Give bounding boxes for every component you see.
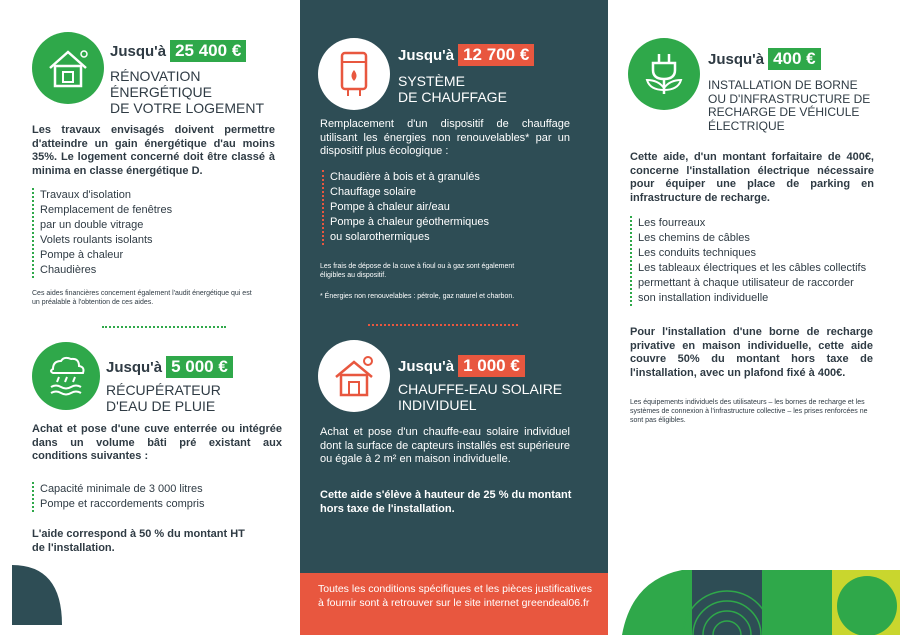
- left-panel: [0, 0, 300, 635]
- list-item: ou solarothermiques: [330, 231, 430, 243]
- solar-intro: Achat et pose d'un chauffe-eau solaire individuel dont la surface de capteurs installés est supérieure ou égale à 2 m² en maison individuelle.: [320, 426, 570, 465]
- renovation-intro: Les travaux envisagés doivent permettre d'atteindre un gain énergétique d'au moins 35%. Le logement concerné doit être classé à minima en classe énergétique D.: [32, 124, 275, 177]
- charging-private-para: Pour l'installation d'une borne de recharge privative en maison individuelle, cette aide couvre 50% du montant hors taxe de l'installation, avec un plafond fixé à 400€.: [630, 326, 873, 379]
- charging-intro: Cette aide, d'un montant forfaitaire de 400€, concerne l'installation électrique nécessaire pour équiper une place de parking en infrastructure de recharge.: [630, 151, 874, 204]
- rainwater-prefix: Jusqu'à: [106, 358, 163, 376]
- charging-amount-badge: 400 €: [768, 48, 821, 70]
- solar-amount-badge: 1 000 €: [458, 355, 525, 377]
- charging-elements-list: [630, 216, 882, 306]
- list-item: par un double vitrage: [40, 219, 144, 231]
- renovation-heading: RÉNOVATION ÉNERGÉTIQUE DE VOTRE LOGEMENT: [110, 68, 265, 116]
- right-panel: [608, 0, 900, 635]
- renovation-works-list: [32, 188, 272, 278]
- decorative-pattern: [622, 570, 900, 635]
- list-item: Pompe à chaleur: [40, 249, 124, 261]
- renovation-amount-line: [110, 40, 246, 62]
- list-item: Volets roulants isolants: [40, 234, 153, 246]
- ev-plug-icon: [628, 38, 700, 110]
- middle-panel: [300, 0, 608, 635]
- heating-heading: SYSTÈME DE CHAUFFAGE: [398, 73, 507, 105]
- conditions-notice: [300, 573, 608, 635]
- rainwater-conditions-list: [32, 482, 272, 512]
- renovation-prefix: Jusqu'à: [110, 42, 167, 60]
- list-item: permettant à chaque utilisateur de raccorder: [638, 277, 854, 289]
- renovation-amount-badge: 25 400 €: [170, 40, 246, 62]
- list-item: Les chemins de câbles: [638, 232, 750, 244]
- solar-footer: Cette aide s'élève à hauteur de 25 % du montant hors taxe de l'installation.: [320, 489, 572, 515]
- list-item: Les conduits techniques: [638, 247, 757, 259]
- heating-note-removal: Les frais de dépose de la cuve à fioul ou à gaz sont également éligibles au dispositif.: [320, 263, 515, 279]
- list-item: Chauffage solaire: [330, 186, 417, 198]
- charging-amount-line: [708, 48, 821, 70]
- charging-prefix: Jusqu'à: [708, 50, 765, 68]
- section-divider: [102, 326, 226, 328]
- list-item: Pompe à chaleur air/eau: [330, 201, 450, 213]
- rain-water-icon: [32, 342, 100, 410]
- heating-amount-line: [398, 44, 534, 66]
- heating-prefix: Jusqu'à: [398, 46, 455, 64]
- charging-note: Les équipements individuels des utilisateurs – les bornes de recharge et les systèmes de connexion à l'infrastructure collective – les prises renforcées ne sont pas éligibles.: [630, 399, 868, 424]
- solar-house-icon: [318, 340, 390, 412]
- water-heater-icon: [318, 38, 390, 110]
- rainwater-intro: Achat et pose d'une cuve enterrée ou intégrée dans un volume bâti pré existant aux conditions suivantes :: [32, 423, 282, 462]
- section-divider: [368, 324, 518, 326]
- rainwater-footer: L'aide correspond à 50 % du montant HT de l'installation.: [32, 528, 245, 554]
- list-item: Capacité minimale de 3 000 litres: [40, 483, 203, 495]
- list-item: Pompe et raccordements compris: [40, 498, 205, 510]
- decorative-corner-shape: [12, 565, 62, 625]
- renovation-note: Ces aides financières concernent également l'audit énergétique qui est un préalable à l'obtention de ces aides.: [32, 290, 252, 306]
- heating-amount-badge: 12 700 €: [458, 44, 534, 66]
- list-item: Les tableaux électriques et les câbles collectifs: [638, 262, 867, 274]
- list-item: Chaudières: [40, 264, 97, 276]
- rainwater-heading: RÉCUPÉRATEUR D'EAU DE PLUIE: [106, 382, 221, 414]
- list-item: Les fourreaux: [638, 217, 706, 229]
- heating-intro: Remplacement d'un dispositif de chauffage utilisant les énergies non renouvelables* par un dispositif plus écologique :: [320, 118, 570, 157]
- solar-amount-line: [398, 355, 525, 377]
- rainwater-amount-badge: 5 000 €: [166, 356, 233, 378]
- heating-systems-list: [322, 170, 562, 245]
- house-energy-icon: [32, 32, 104, 104]
- solar-prefix: Jusqu'à: [398, 357, 455, 375]
- heating-note-energies: * Énergies non renouvelables : pétrole, gaz naturel et charbon.: [320, 293, 515, 300]
- rainwater-amount-line: [106, 356, 233, 378]
- list-item: Travaux d'isolation: [40, 189, 131, 201]
- list-item: Remplacement de fenêtres: [40, 204, 173, 216]
- solar-heading: CHAUFFE-EAU SOLAIRE INDIVIDUEL: [398, 381, 563, 413]
- list-item: Chaudière à bois et à granulés: [330, 171, 480, 183]
- list-item: son installation individuelle: [638, 292, 769, 304]
- conditions-notice-text: Toutes les conditions spécifiques et les pièces justificatives à fournir sont à retrouver sur le site internet greendeal06.fr: [318, 583, 592, 609]
- list-item: Pompe à chaleur géothermiques: [330, 216, 489, 228]
- charging-heading: INSTALLATION DE BORNE OU D'INFRASTRUCTURE DE RECHARGE DE VÉHICULE ÉLECTRIQUE: [708, 78, 871, 133]
